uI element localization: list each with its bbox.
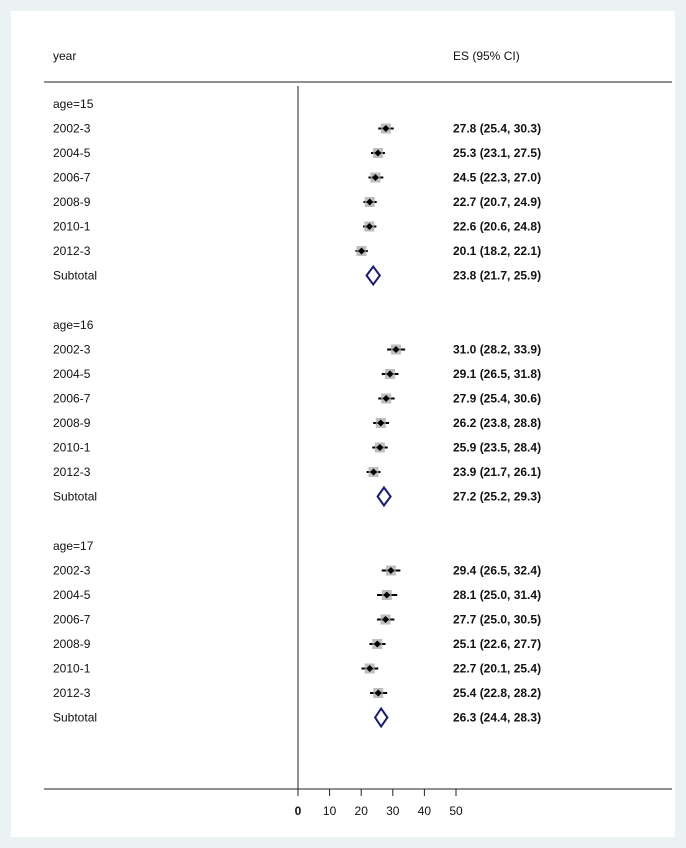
row-ci-text: 29.4 (26.5, 32.4) <box>453 563 542 578</box>
subtotal-ci-text: 23.8 (21.7, 25.9) <box>453 268 542 283</box>
subtotal-label: Subtotal <box>53 489 98 504</box>
x-tick-label: 0 <box>294 804 302 818</box>
row-ci-text: 27.9 (25.4, 30.6) <box>453 391 542 406</box>
row-year-label: 2002-3 <box>53 342 91 357</box>
row-year-label: 2012-3 <box>53 465 91 479</box>
row-ci-text: 25.3 (23.1, 27.5) <box>453 146 542 160</box>
x-tick-label: 20 <box>354 804 368 818</box>
x-tick-label: 30 <box>386 804 400 818</box>
row-ci-text: 25.4 (22.8, 28.2) <box>453 686 542 700</box>
row-year-label: 2002-3 <box>53 563 91 578</box>
row-ci-text: 22.7 (20.1, 25.4) <box>453 661 542 676</box>
row-year-label: 2008-9 <box>53 637 91 651</box>
row-ci-text: 20.1 (18.2, 22.1) <box>453 244 542 258</box>
row-year-label: 2006-7 <box>53 612 91 627</box>
row-year-label: 2010-1 <box>53 440 91 455</box>
row-ci-text: 29.1 (26.5, 31.8) <box>453 367 542 381</box>
row-ci-text: 27.7 (25.0, 30.5) <box>453 612 542 627</box>
group-label: age=15 <box>53 97 94 111</box>
row-ci-text: 27.8 (25.4, 30.3) <box>453 121 542 136</box>
group-label: age=16 <box>53 318 94 332</box>
row-year-label: 2012-3 <box>53 686 91 700</box>
row-ci-text: 23.9 (21.7, 26.1) <box>453 465 542 479</box>
row-ci-text: 25.9 (23.5, 28.4) <box>453 440 542 455</box>
row-ci-text: 31.0 (28.2, 33.9) <box>453 342 542 357</box>
subtotal-ci-text: 27.2 (25.2, 29.3) <box>453 489 542 504</box>
x-tick-label: 40 <box>417 804 432 818</box>
row-ci-text: 28.1 (25.0, 31.4) <box>453 588 542 602</box>
row-year-label: 2006-7 <box>53 170 91 185</box>
subtotal-label: Subtotal <box>53 710 98 725</box>
x-tick-label: 10 <box>322 804 337 818</box>
row-ci-text: 25.1 (22.6, 27.7) <box>453 637 542 651</box>
subtotal-ci-text: 26.3 (24.4, 28.3) <box>453 710 542 725</box>
row-ci-text: 22.6 (20.6, 24.8) <box>453 219 542 234</box>
x-tick-label: 50 <box>449 804 463 818</box>
header-year: year <box>53 49 77 63</box>
subtotal-label: Subtotal <box>53 268 98 283</box>
row-year-label: 2004-5 <box>53 367 91 381</box>
row-ci-text: 26.2 (23.8, 28.8) <box>453 416 542 430</box>
row-ci-text: 22.7 (20.7, 24.9) <box>453 195 542 209</box>
row-year-label: 2008-9 <box>53 195 91 209</box>
row-year-label: 2006-7 <box>53 391 91 406</box>
row-year-label: 2004-5 <box>53 146 91 160</box>
row-year-label: 2002-3 <box>53 121 91 136</box>
row-year-label: 2012-3 <box>53 244 91 258</box>
row-year-label: 2004-5 <box>53 588 91 602</box>
header-es-ci: ES (95% CI) <box>453 49 520 63</box>
row-ci-text: 24.5 (22.3, 27.0) <box>453 170 542 185</box>
plot-panel <box>11 11 675 837</box>
group-label: age=17 <box>53 539 94 553</box>
row-year-label: 2008-9 <box>53 416 91 430</box>
row-year-label: 2010-1 <box>53 661 91 676</box>
row-year-label: 2010-1 <box>53 219 91 234</box>
